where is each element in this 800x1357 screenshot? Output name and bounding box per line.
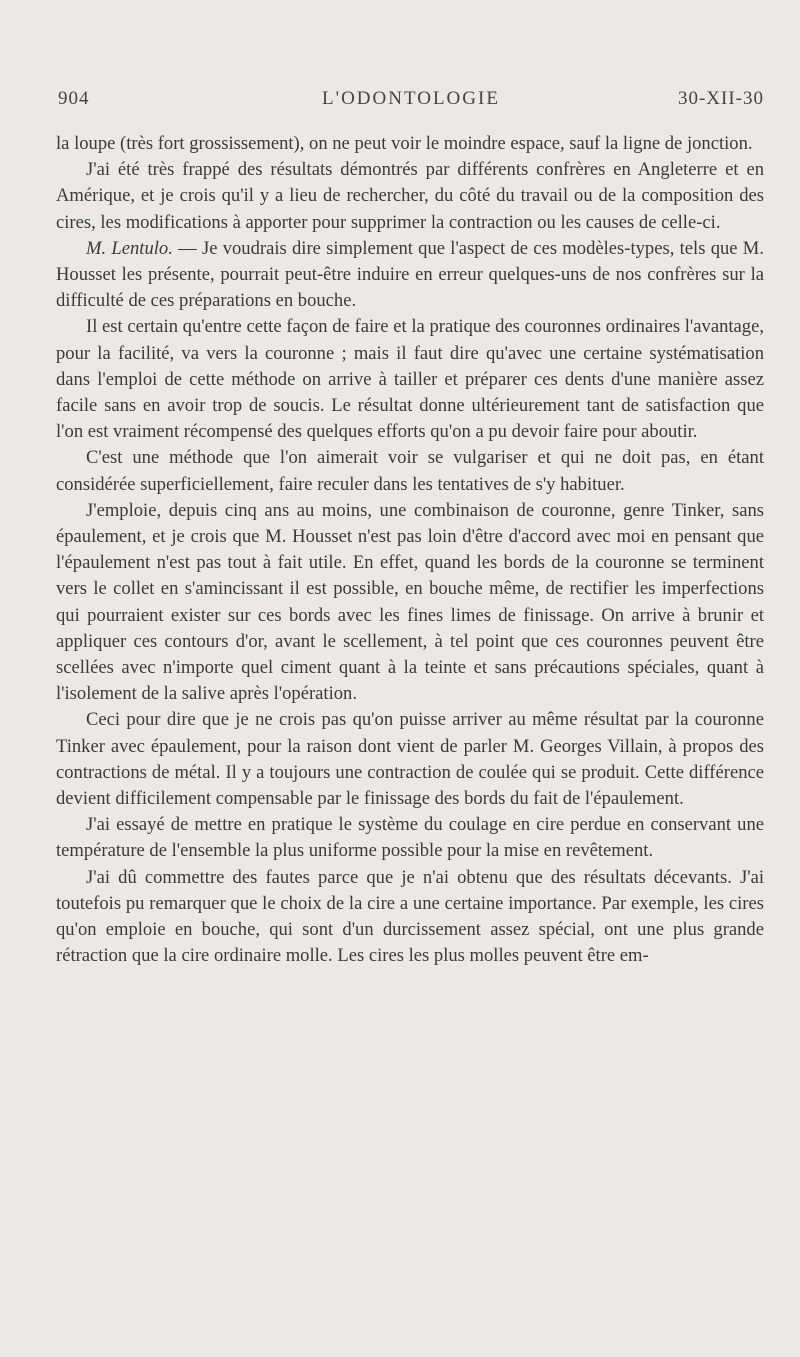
- paragraph: [56, 131, 764, 157]
- paragraph-text: — Je voudrais dire simplement que l'aspect de ces modèles-types, tels que M. Housset les présente, pourrait peut-être induire en erreur quelques-uns de nos confrères sur la difficulté de ces préparations en bouche.: [56, 237, 764, 312]
- paragraph-text: Ceci pour dire que je ne crois pas qu'on puisse arriver au même résultat par la couronne Tinker avec épaulement, pour la raison dont vient de parler M. Georges Villain, à propos des contractions de métal. Il y a toujours une contraction de coulée qui se produit. Cette différence devient difficilement compensable par le finissage des bords du fait de l'épaulement.: [56, 709, 764, 810]
- paragraph: [56, 498, 764, 708]
- paragraph: [56, 314, 764, 445]
- paragraph-text: J'ai dû commettre des fautes parce que je n'ai obtenu que des résultats décevants. J'ai toutefois pu remarquer que le choix de la cire a une certaine importance. Par exemple, les cires qu'on emploie en bouche, qui sont d'un durcissement assez spécial, ont une plus grande rétraction que la cire ordinaire molle. Les cires les plus molles peuvent être em-: [56, 866, 764, 967]
- paragraph: [56, 865, 764, 970]
- paragraph-text: C'est une méthode que l'on aimerait voir se vulgariser et qui ne doit pas, en étant considérée superficiellement, faire reculer dans les tentatives de s'y habituer.: [56, 447, 764, 495]
- paragraph-text: J'ai été très frappé des résultats démontrés par différents confrères en Angleterre et en Amérique, et je crois qu'il y a lieu de rechercher, du côté du travail ou de la composition des cires, les modifications à apporter pour supprimer la contraction ou les causes de celle-ci.: [56, 159, 764, 233]
- issue-date: 30-XII-30: [677, 88, 764, 109]
- paragraph: [56, 707, 764, 812]
- paragraph-text: la loupe (très fort grossissement), on ne peut voir le moindre espace, sauf la ligne de jonction.: [56, 133, 753, 154]
- journal-title: L'ODONTOLOGIE: [322, 88, 500, 109]
- body-text: [56, 131, 764, 970]
- paragraph: [56, 236, 764, 315]
- speaker-name: M. Lentulo.: [86, 237, 173, 259]
- running-header: [58, 88, 764, 118]
- paragraph: [56, 812, 764, 864]
- paragraph: [56, 157, 764, 236]
- paragraph-text: J'ai essayé de mettre en pratique le système du coulage en cire perdue en conservant une température de l'ensemble la plus uniforme possible pour la mise en revêtement.: [56, 814, 764, 862]
- paragraph: [56, 445, 764, 497]
- page-number: 904: [58, 88, 90, 109]
- paragraph-text: Il est certain qu'entre cette façon de faire et la pratique des couronnes ordinaires l'avantage, pour la facilité, va vers la couronne ; mais il faut dire qu'avec une certaine systématisation dans l'emploi de cette méthode on arrive à tailler et préparer ces dents d'une manière assez facile sans en avoir trop de soucis. Le résultat donne ultérieurement tant de satisfaction que l'on est vraiment récompensé des quelques efforts qu'on a pu devoir faire pour aboutir.: [56, 316, 764, 443]
- paragraph-text: J'emploie, depuis cinq ans au moins, une combinaison de couronne, genre Tinker, sans épaulement, et je crois que M. Housset n'est pas loin d'être d'accord avec moi en pensant que l'épaulement n'est pas tout à fait utile. En effet, quand les bords de la couronne se terminent vers le collet en s'amincissant il est possible, en bouche même, de rectifier les imperfections qui pourraient exister sur ces bords avec les fines limes de finissage. On arrive à brunir et appliquer ces contours d'or, avant le scellement, à tel point que ces couronnes peuvent être scellées avec n'importe quel ciment quant à la teinte et sans précautions spéciales, quant à l'isolement de la salive après l'opération.: [56, 499, 764, 705]
